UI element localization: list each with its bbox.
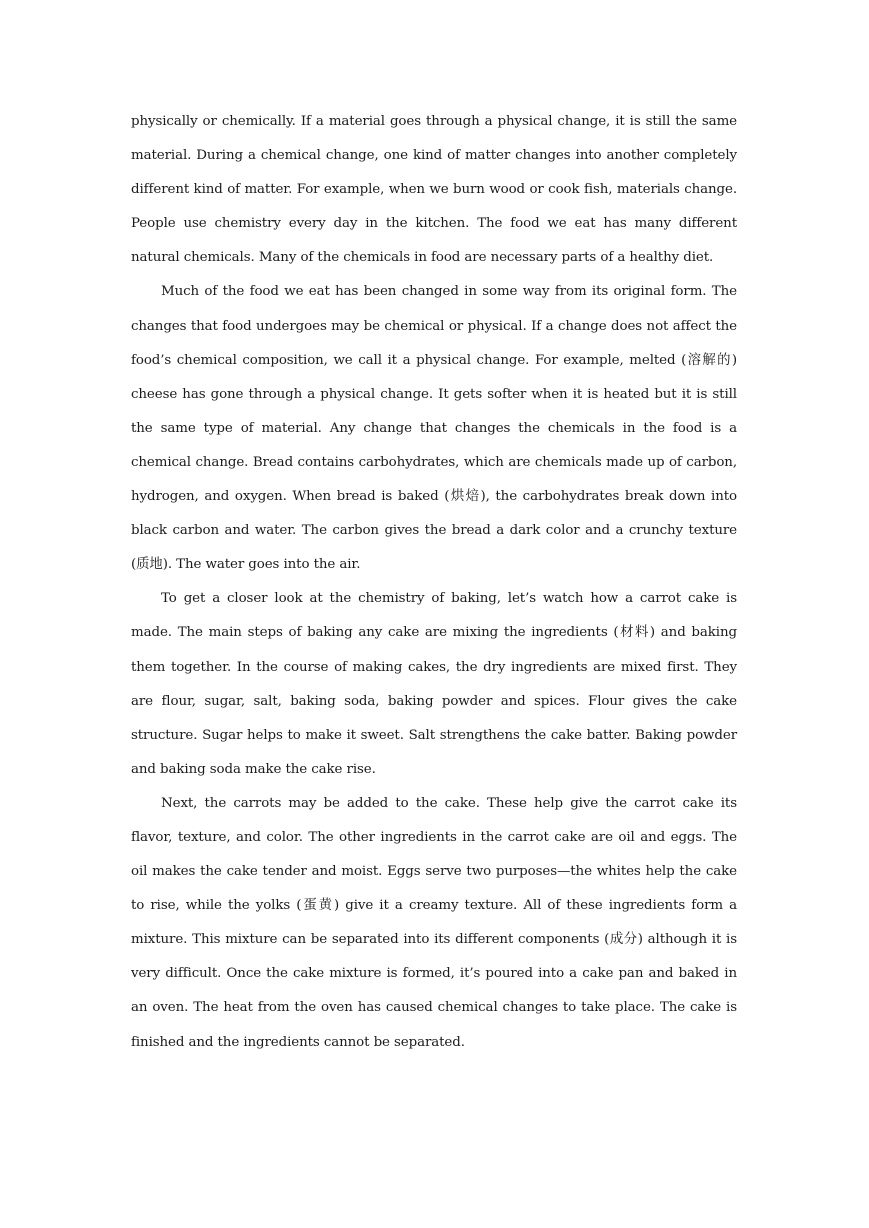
paragraph-carrot-cake-baking: Next, the carrots may be added to the cake. These help give the carrot cake its flavor, texture, and color. The other ingredients in the carrot cake are oil and eggs. The oil makes the cake tender and moist. Eggs serve two purposes—the whites help the cake to rise, while the yolks (蛋黄) give it a creamy texture. All of these ingredients form a mixture. This mixture can be separated into its different components (成分) although it is very difficult. Once the cake mixture is formed, it’s poured into a cake pan and baked in an oven. The heat from the oven has caused chemical changes to take place. The cake is finished and the ingredients cannot be separated.: [131, 795, 737, 1050]
paragraph-food-changes: Much of the food we eat has been changed in some way from its original form. The changes that food undergoes may be chemical or physical. If a change does not affect the food’s chemical composition, we call it a physical change. For example, melted (溶解的) cheese has gone through a physical change. It gets softer when it is heated but it is still the same type of material. Any change that changes the chemicals in the food is a chemical change. Bread contains carbohydrates, which are chemicals made up of carbon, hydrogen, and oxygen. When bread is baked (烘焙), the carbohydrates break down into black carbon and water. The carbon gives the bread a dark color and a crunchy texture (质地). The water goes into the air.: [131, 284, 737, 573]
document-body: [131, 105, 737, 1060]
paragraph-carrot-cake-ingredients: To get a closer look at the chemistry of baking, let’s watch how a carrot cake is made. The main steps of baking any cake are mixing the ingredients (材料) and baking them together. In the course of making cakes, the dry ingredients are mixed first. They are flour, sugar, salt, baking soda, baking powder and spices. Flour gives the cake structure. Sugar helps to make it sweet. Salt strengthens the cake batter. Baking powder and baking soda make the cake rise.: [131, 591, 737, 777]
paragraph-physical-chemical-intro: physically or chemically. If a material goes through a physical change, it is still the same material. During a chemical change, one kind of matter changes into another completely different kind of matter. For example, when we burn wood or cook fish, materials change. People use chemistry every day in the kitchen. The food we eat has many different natural chemicals. Many of the chemicals in food are necessary parts of a healthy diet.: [131, 114, 737, 266]
